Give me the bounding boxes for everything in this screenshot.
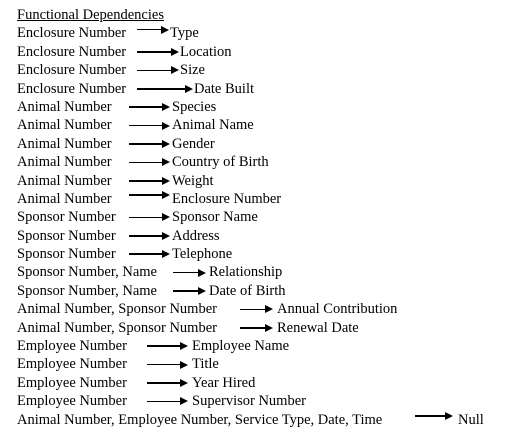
dependent-text: Enclosure Number: [172, 190, 282, 207]
dependent-text: Animal Name: [172, 117, 254, 134]
right-arrow-icon: [129, 186, 170, 204]
determinant-text: Sponsor Number: [17, 209, 116, 226]
determinant-text: Animal Number: [17, 117, 112, 134]
dependency-row: [17, 337, 517, 355]
determinant-text: Animal Number: [17, 98, 112, 115]
determinant-text: Enclosure Number: [17, 80, 127, 97]
determinant-text: Sponsor Number, Name: [17, 264, 157, 281]
dependency-row: [17, 153, 517, 171]
dependency-row: [17, 374, 517, 392]
dependent-text: Species: [172, 98, 217, 115]
determinant-text: Sponsor Number, Name: [17, 282, 157, 299]
dependent-text: Location: [180, 43, 232, 60]
determinant-text: Animal Number: [17, 154, 112, 171]
dependency-row: [17, 190, 517, 208]
right-arrow-icon: [147, 392, 188, 410]
dependent-text: Size: [180, 62, 205, 79]
right-arrow-icon: [147, 374, 188, 392]
determinant-text: Animal Number, Sponsor Number: [17, 319, 217, 336]
dependent-text: Null: [458, 411, 484, 428]
right-arrow-icon: [147, 355, 188, 373]
dependency-row: [17, 319, 517, 337]
dependent-text: Relationship: [209, 264, 283, 281]
determinant-text: Animal Number: [17, 190, 112, 207]
right-arrow-icon: [240, 300, 273, 318]
dependency-row: [17, 24, 517, 42]
determinant-text: Employee Number: [17, 393, 127, 410]
right-arrow-icon: [173, 282, 206, 300]
right-arrow-icon: [147, 337, 188, 355]
dependency-row: [17, 116, 517, 134]
determinant-text: Employee Number: [17, 338, 127, 355]
right-arrow-icon: [129, 245, 170, 263]
dependent-text: Date Built: [194, 80, 255, 97]
dependency-row: [17, 80, 517, 98]
dependency-row: [17, 282, 517, 300]
right-arrow-icon: [129, 98, 170, 116]
determinant-text: Enclosure Number: [17, 43, 127, 60]
determinant-text: Animal Number: [17, 135, 112, 152]
dependent-text: Gender: [172, 135, 215, 152]
dependent-text: Employee Name: [192, 338, 290, 355]
right-arrow-icon: [129, 227, 170, 245]
dependency-row: [17, 43, 517, 61]
dependent-text: Renewal Date: [277, 319, 359, 336]
determinant-text: Employee Number: [17, 356, 127, 373]
dependent-text: Telephone: [172, 246, 233, 263]
dependency-row: [17, 300, 517, 318]
dependent-text: Address: [172, 227, 220, 244]
determinant-text: Enclosure Number: [17, 62, 127, 79]
right-arrow-icon: [137, 43, 179, 61]
determinant-text: Animal Number, Employee Number, Service Type, Date, Time: [17, 411, 383, 428]
right-arrow-icon: [129, 208, 170, 226]
right-arrow-icon: [415, 407, 453, 425]
page-title: Functional Dependencies: [17, 7, 164, 23]
dependent-text: Country of Birth: [172, 154, 269, 171]
right-arrow-icon: [137, 20, 169, 38]
dependency-row: [17, 355, 517, 373]
dependent-text: Title: [192, 356, 219, 373]
dependency-row: [17, 411, 517, 429]
right-arrow-icon: [129, 116, 170, 134]
dependent-text: Date of Birth: [209, 282, 286, 299]
dependent-text: Weight: [172, 172, 214, 189]
determinant-text: Sponsor Number: [17, 246, 116, 263]
dependency-row: [17, 135, 517, 153]
dependent-text: Year Hired: [192, 374, 256, 391]
determinant-text: Sponsor Number: [17, 227, 116, 244]
dependent-text: Annual Contribution: [277, 301, 398, 318]
dependency-row: [17, 263, 517, 281]
dependency-row: [17, 245, 517, 263]
dependency-row: [17, 172, 517, 190]
right-arrow-icon: [129, 153, 170, 171]
dependency-row: [17, 98, 517, 116]
right-arrow-icon: [129, 135, 170, 153]
right-arrow-icon: [137, 80, 193, 98]
dependent-text: Supervisor Number: [192, 393, 306, 410]
right-arrow-icon: [137, 61, 179, 79]
right-arrow-icon: [240, 319, 273, 337]
dependency-row: [17, 208, 517, 226]
determinant-text: Animal Number, Sponsor Number: [17, 301, 217, 318]
dependency-row: [17, 61, 517, 79]
right-arrow-icon: [173, 263, 206, 281]
dependent-text: Type: [170, 25, 199, 42]
functional-dependencies-document: [17, 6, 517, 429]
determinant-text: Animal Number: [17, 172, 112, 189]
dependent-text: Sponsor Name: [172, 209, 258, 226]
dependency-row: [17, 227, 517, 245]
determinant-text: Employee Number: [17, 374, 127, 391]
determinant-text: Enclosure Number: [17, 25, 127, 42]
